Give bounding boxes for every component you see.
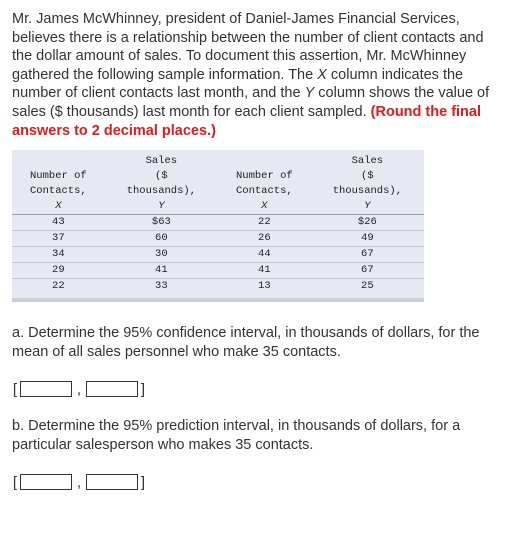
answer-row-a [12, 380, 146, 398]
rounding-instruction: (Round the final answers to 2 decimal places.) [12, 103, 481, 139]
problem-statement: Mr. James McWhinney, president of Daniel-James Financial Services, believes there is a relationship between the number of client contacts and the dollar amount of sales. To document this assertion, Mr. McWhinney gathered the following sample information. The X column indicates the number of client contacts last month, and the Y column shows the value of sales ($ thousands) last month for each client sampled. (Round the final answers to 2 decimal places.) [12, 11, 490, 139]
question-a: a. Determine the 95% confidence interval, in thousands of dollars, for the mean of all sales personnel who make 35 contacts. [12, 325, 480, 360]
table-row: 43 $63 22 $26 [12, 215, 424, 231]
header-contacts-1: Number of [29, 170, 87, 182]
answer-b-upper-input[interactable] [86, 474, 138, 490]
close-bracket: ] [140, 473, 146, 491]
answer-a-lower-input[interactable] [20, 381, 72, 397]
question-b: b. Determine the 95% prediction interval, in thousands of dollars, for a particular salesperson who makes 35 contacts. [12, 418, 461, 453]
table-row: 22 33 13 25 [12, 279, 424, 295]
close-bracket: ] [140, 380, 146, 398]
data-table-panel [12, 150, 424, 302]
table-row: 34 30 44 67 [12, 247, 424, 263]
open-bracket: [ [12, 380, 18, 398]
open-bracket: [ [12, 473, 18, 491]
table-row: 29 41 41 67 [12, 263, 424, 279]
answer-a-upper-input[interactable] [86, 381, 138, 397]
header-sales-1: Sales [145, 155, 178, 167]
table-row: 37 60 26 49 [12, 231, 424, 247]
header-sales-2: Sales [351, 155, 384, 167]
comma-separator: , [76, 380, 82, 398]
data-table: Sales Sales Number of ($ Number of ($ Contacts, thousands), Contacts, thousands), X Y X Y 43 $63 22 $26 37 60 26 49 34 30 44 67 29 41 41 67 22 33 13 25 [12, 154, 424, 294]
comma-separator: , [76, 473, 82, 491]
answer-row-b [12, 473, 146, 491]
answer-b-lower-input[interactable] [20, 474, 72, 490]
header-contacts-2: Number of [235, 170, 293, 182]
